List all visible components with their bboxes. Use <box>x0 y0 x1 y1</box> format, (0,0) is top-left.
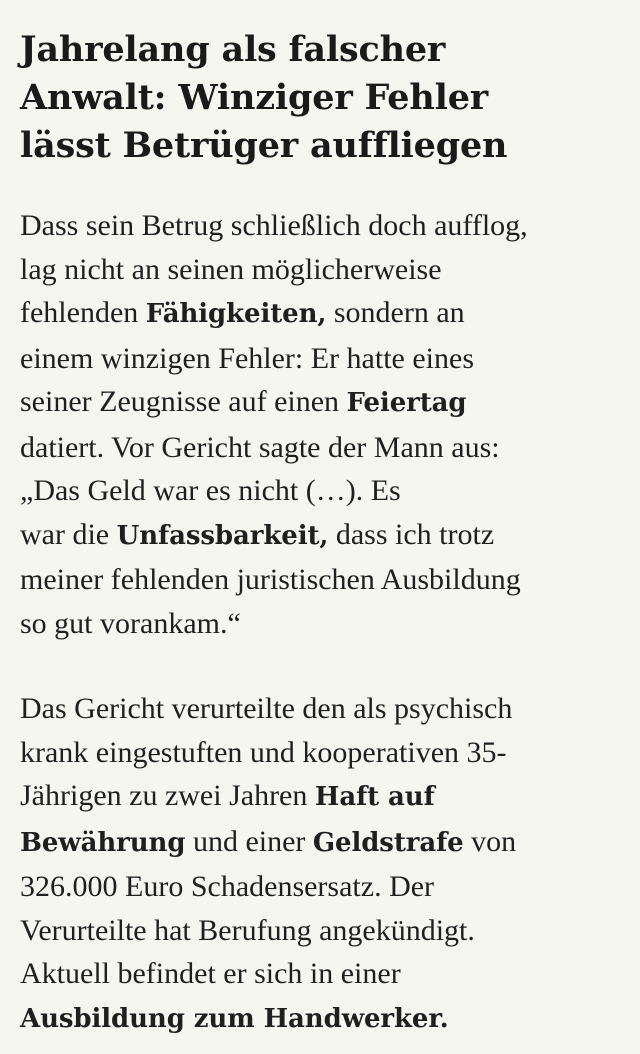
text-run: seiner Zeugnisse auf einen <box>20 385 347 418</box>
text-run: „Das Geld war es nicht (…). Es <box>20 474 401 507</box>
paragraph-line <box>20 909 620 953</box>
article-headline <box>20 26 620 170</box>
bold-keyword: Feiertag <box>346 388 467 418</box>
text-run: war die <box>20 517 117 551</box>
bold-keyword: Bewährung <box>20 827 186 858</box>
headline-line: Jahrelang als falscher <box>20 29 446 70</box>
text-run: datiert. Vor Gericht sagte der Mann aus: <box>20 430 500 464</box>
paragraph-line <box>20 291 620 337</box>
bold-keyword: Fähigkeiten, <box>145 299 327 329</box>
paragraph-line <box>20 952 620 996</box>
text-run: krank eingestuften und kooperativen 35- <box>20 735 507 769</box>
text-run: so gut vorankam.“ <box>20 606 241 640</box>
bold-keyword: Haft auf <box>314 782 435 812</box>
paragraph-line <box>20 774 620 820</box>
paragraph-line <box>20 426 620 470</box>
paragraph-line <box>20 380 620 426</box>
paragraph-line <box>20 996 620 1042</box>
article-paragraph-2 <box>20 687 620 1041</box>
bold-keyword: Ausbildung zum Handwerker. <box>20 1003 449 1034</box>
paragraph-line <box>20 558 620 602</box>
text-run: lag nicht an seinen möglicherweise <box>20 252 442 286</box>
text-run: und einer <box>185 824 313 858</box>
text-run: dass ich trotz <box>328 517 495 551</box>
paragraph-line <box>20 865 620 909</box>
text-run: einem winzigen Fehler: Er hatte eines <box>20 341 474 375</box>
text-run: fehlenden <box>20 296 146 329</box>
bold-keyword: Geldstrafe <box>312 827 464 858</box>
text-run: Verurteilte hat Berufung angekündigt. <box>20 913 475 947</box>
paragraph-line <box>20 602 620 646</box>
headline-line: lässt Betrüger auffliegen <box>20 125 508 166</box>
paragraph-line <box>20 687 620 731</box>
paragraph-line <box>20 820 620 866</box>
text-run: Aktuell befindet er sich in einer <box>20 957 401 990</box>
text-run: sondern an <box>326 296 465 329</box>
paragraph-line <box>20 337 620 381</box>
headline-line: Anwalt: Winziger Fehler <box>20 77 489 118</box>
paragraph-line <box>20 731 620 775</box>
text-run: meiner fehlenden juristischen Ausbildung <box>20 563 521 596</box>
paragraph-line <box>20 469 620 513</box>
text-run: von <box>463 824 517 858</box>
paragraph-line <box>20 513 620 559</box>
text-run: Jährigen zu zwei Jahren <box>20 779 315 812</box>
bold-keyword: Unfassbarkeit, <box>116 520 329 551</box>
text-run: Das Gericht verurteilte den als psychisch <box>20 692 513 725</box>
paragraph-line <box>20 248 620 292</box>
paragraph-line <box>20 204 620 248</box>
text-run: 326.000 Euro Schadensersatz. Der <box>20 870 435 903</box>
article-paragraph-1 <box>20 204 620 645</box>
text-run: Dass sein Betrug schließlich doch aufflog, <box>20 209 528 242</box>
